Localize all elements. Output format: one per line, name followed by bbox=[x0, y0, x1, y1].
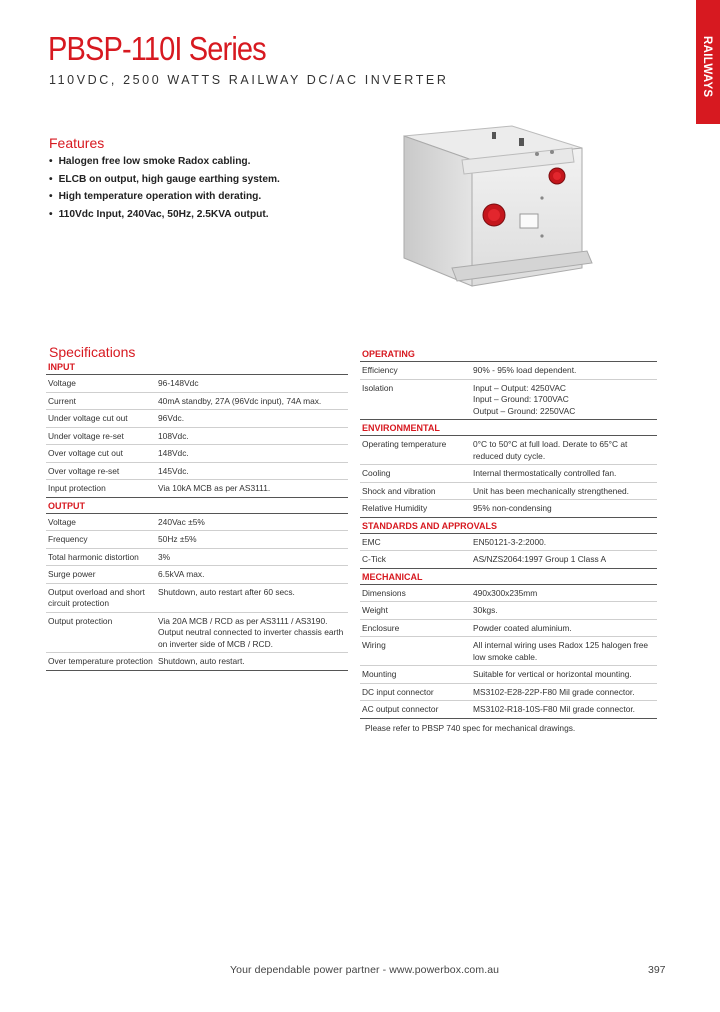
spec-value: 96-148Vdc bbox=[158, 378, 199, 388]
spec-row bbox=[46, 531, 348, 549]
spec-row bbox=[360, 465, 657, 483]
spec-row bbox=[360, 500, 657, 518]
spec-table-output bbox=[46, 514, 348, 671]
spec-row bbox=[46, 463, 348, 481]
specifications-heading: Specifications bbox=[49, 344, 136, 360]
spec-row bbox=[46, 480, 348, 498]
spec-table-operating bbox=[360, 362, 657, 420]
spec-value: Shutdown, auto restart. bbox=[158, 656, 245, 666]
spec-value: EN50121-3-2:2000. bbox=[473, 536, 547, 547]
spec-value: 90% - 95% load dependent. bbox=[473, 365, 577, 375]
feature-item: • 110Vdc Input, 240Vac, 50Hz, 2.5KVA output. bbox=[49, 209, 280, 227]
spec-value: 108Vdc. bbox=[158, 430, 189, 441]
spec-label: Dimensions bbox=[362, 587, 406, 598]
spec-label: Operating temperature bbox=[362, 439, 447, 449]
spec-label: Efficiency bbox=[362, 365, 398, 375]
spec-row bbox=[360, 666, 657, 684]
spec-label: Weight bbox=[362, 605, 388, 615]
spec-value: Input – Output: 4250VAC Input – Ground: 1700VAC Output – Ground: 2250VAC bbox=[473, 382, 576, 416]
spec-row bbox=[360, 602, 657, 620]
spec-value: Via 20A MCB / RCD as per AS3111 / AS3190. Output neutral connected to inverter chassis earth on inverter side of MCB / RCD. bbox=[158, 615, 344, 649]
spec-value: All internal wiring uses Radox 125 halogen free low smoke cable. bbox=[473, 640, 649, 662]
spec-row bbox=[46, 410, 348, 428]
spec-table-input bbox=[46, 375, 348, 498]
spec-row bbox=[360, 534, 657, 552]
spec-value: 40mA standby, 27A (96Vdc input), 74A max. bbox=[158, 395, 322, 406]
spec-value: 0°C to 50°C at full load. Derate to 65°C at reduced duty cycle. bbox=[473, 439, 628, 461]
spec-table-standards bbox=[360, 534, 657, 569]
spec-label: Current bbox=[48, 395, 76, 406]
spec-row bbox=[46, 653, 348, 671]
spec-row bbox=[46, 428, 348, 446]
spec-value: 3% bbox=[158, 551, 171, 562]
spec-row bbox=[360, 362, 657, 380]
section-heading-input: INPUT bbox=[46, 359, 348, 375]
spec-label: Enclosure bbox=[362, 622, 400, 633]
footer-tagline: Your dependable power partner - www.powerbox.com.au bbox=[230, 964, 500, 976]
spec-value: 50Hz ±5% bbox=[158, 534, 197, 544]
spec-label: Mounting bbox=[362, 669, 397, 679]
feature-item: • High temperature operation with derating. bbox=[49, 191, 280, 209]
page-title: PBSP-110I Series bbox=[48, 30, 266, 67]
inverter-product-image bbox=[392, 118, 642, 298]
spec-row bbox=[46, 393, 348, 411]
spec-table-mechanical bbox=[360, 585, 657, 719]
spec-value: AS/NZS2064:1997 Group 1 Class A bbox=[473, 554, 607, 564]
spec-row bbox=[46, 375, 348, 393]
section-heading-output: OUTPUT bbox=[46, 498, 348, 514]
spec-label: Under voltage cut out bbox=[48, 413, 128, 423]
spec-value: MS3102-R18-10S-F80 Mil grade connector. bbox=[473, 704, 635, 714]
spec-value: 490x300x235mm bbox=[473, 587, 538, 598]
spec-label: Over temperature protection bbox=[48, 656, 153, 666]
spec-value: Unit has been mechanically strengthened. bbox=[473, 485, 629, 496]
spec-row bbox=[360, 637, 657, 666]
spec-label: Voltage bbox=[48, 378, 76, 388]
spec-row bbox=[46, 566, 348, 584]
spec-row bbox=[360, 380, 657, 421]
mechanical-note: Please refer to PBSP 740 spec for mechanical drawings. bbox=[365, 722, 576, 733]
spec-label: Under voltage re-set bbox=[48, 430, 124, 441]
section-tab bbox=[696, 0, 720, 124]
spec-label: AC output connector bbox=[362, 704, 439, 714]
spec-label: Isolation bbox=[362, 382, 394, 393]
spec-label: Voltage bbox=[48, 516, 76, 527]
spec-label: Relative Humidity bbox=[362, 503, 428, 513]
page-subtitle: 110VDC, 2500 WATTS RAILWAY DC/AC INVERTER bbox=[49, 73, 449, 87]
features-heading: Features bbox=[49, 135, 105, 151]
spec-row bbox=[360, 620, 657, 638]
spec-row bbox=[360, 483, 657, 501]
section-heading-standards: STANDARDS AND APPROVALS bbox=[360, 518, 657, 534]
section-heading-environmental: ENVIRONMENTAL bbox=[360, 420, 657, 436]
spec-label: Output overload and short circuit protection bbox=[48, 586, 145, 608]
spec-label: Cooling bbox=[362, 468, 391, 478]
specs-left-column bbox=[46, 359, 348, 671]
spec-row bbox=[46, 514, 348, 532]
spec-value: 240Vac ±5% bbox=[158, 516, 205, 527]
spec-row bbox=[360, 436, 657, 465]
spec-label: Frequency bbox=[48, 534, 88, 544]
page-number: 397 bbox=[648, 964, 666, 976]
spec-row bbox=[360, 551, 657, 569]
spec-value: Powder coated aluminium. bbox=[473, 622, 572, 633]
feature-item: • Halogen free low smoke Radox cabling. bbox=[49, 156, 280, 174]
spec-label: Input protection bbox=[48, 483, 106, 493]
spec-value: 95% non-condensing bbox=[473, 503, 552, 513]
spec-label: Wiring bbox=[362, 640, 386, 650]
features-list bbox=[49, 156, 280, 226]
spec-value: MS3102-E28-22P-F80 Mil grade connector. bbox=[473, 686, 635, 697]
spec-label: DC input connector bbox=[362, 686, 434, 697]
spec-value: 145Vdc. bbox=[158, 465, 189, 476]
spec-label: Output protection bbox=[48, 615, 113, 626]
spec-label: Shock and vibration bbox=[362, 485, 436, 496]
spec-label: Surge power bbox=[48, 569, 96, 579]
spec-row bbox=[46, 549, 348, 567]
spec-value: 30kgs. bbox=[473, 605, 498, 615]
specs-right-column bbox=[360, 346, 657, 733]
spec-value: Suitable for vertical or horizontal mounting. bbox=[473, 669, 632, 679]
spec-table-environmental bbox=[360, 436, 657, 518]
spec-value: Via 10kA MCB as per AS3111. bbox=[158, 483, 271, 493]
spec-label: EMC bbox=[362, 536, 381, 547]
spec-label: Over voltage cut out bbox=[48, 448, 123, 458]
spec-row bbox=[46, 445, 348, 463]
spec-value: 96Vdc. bbox=[158, 413, 185, 423]
spec-row bbox=[46, 613, 348, 654]
spec-label: Over voltage re-set bbox=[48, 465, 120, 476]
spec-row bbox=[360, 701, 657, 719]
spec-value: 148Vdc. bbox=[158, 448, 189, 458]
section-heading-operating: OPERATING bbox=[360, 346, 657, 362]
spec-label: C-Tick bbox=[362, 554, 386, 564]
spec-row bbox=[360, 585, 657, 603]
spec-row bbox=[360, 684, 657, 702]
feature-item: • ELCB on output, high gauge earthing system. bbox=[49, 174, 280, 192]
section-tab-label: RAILWAYS bbox=[701, 36, 713, 98]
spec-value: Internal thermostatically controlled fan. bbox=[473, 468, 617, 478]
spec-row bbox=[46, 584, 348, 613]
section-heading-mechanical: MECHANICAL bbox=[360, 569, 657, 585]
spec-value: 6.5kVA max. bbox=[158, 569, 205, 579]
spec-label: Total harmonic distortion bbox=[48, 551, 139, 562]
spec-value: Shutdown, auto restart after 60 secs. bbox=[158, 586, 295, 597]
